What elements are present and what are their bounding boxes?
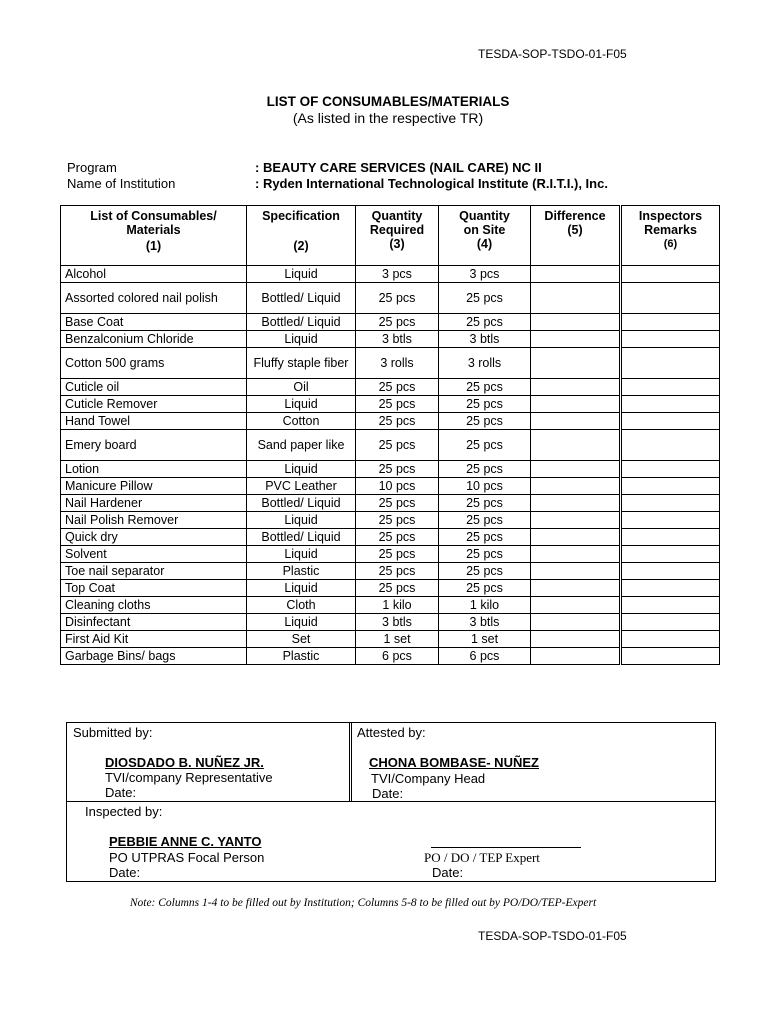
document-code-bottom: TESDA-SOP-TSDO-01-F05 xyxy=(478,929,627,943)
cell-item: Base Coat xyxy=(61,314,247,331)
cell-item: Cotton 500 grams xyxy=(61,348,247,379)
cell-inspectors-remarks xyxy=(621,396,720,413)
cell-item: Disinfectant xyxy=(61,614,247,631)
cell-inspectors-remarks xyxy=(621,266,720,283)
table-row xyxy=(61,266,720,283)
cell-inspectors-remarks xyxy=(621,283,720,314)
table-row xyxy=(61,580,720,597)
cell-quantity-required: 25 pcs xyxy=(356,413,439,430)
cell-quantity-required: 25 pcs xyxy=(356,283,439,314)
cell-item: Cuticle oil xyxy=(61,379,247,396)
cell-inspectors-remarks xyxy=(621,580,720,597)
cell-specification: Cotton xyxy=(247,413,356,430)
table-row xyxy=(61,430,720,461)
table-row xyxy=(61,614,720,631)
attested-by-date: Date: xyxy=(372,786,404,801)
cell-specification: Cloth xyxy=(247,597,356,614)
cell-specification: Liquid xyxy=(247,461,356,478)
cell-specification: PVC Leather xyxy=(247,478,356,495)
table-row xyxy=(61,413,720,430)
header-quantity-on-site: Quantity on Site (4) xyxy=(439,206,531,266)
cell-specification: Bottled/ Liquid xyxy=(247,495,356,512)
attested-by-role: TVI/Company Head xyxy=(371,771,486,786)
cell-quantity-required: 25 pcs xyxy=(356,430,439,461)
cell-quantity-required: 25 pcs xyxy=(356,563,439,580)
cell-inspectors-remarks xyxy=(621,648,720,665)
cell-quantity-on-site: 25 pcs xyxy=(439,379,531,396)
cell-quantity-on-site: 1 set xyxy=(439,631,531,648)
signature-block xyxy=(66,722,716,882)
inspected-by-label: Inspected by: xyxy=(85,804,163,819)
header-materials: List of Consumables/ Materials (1) xyxy=(61,206,247,266)
cell-quantity-on-site: 1 kilo xyxy=(439,597,531,614)
signature-horizontal-divider xyxy=(67,801,715,802)
cell-specification: Liquid xyxy=(247,614,356,631)
cell-specification: Set xyxy=(247,631,356,648)
cell-specification: Plastic xyxy=(247,563,356,580)
cell-specification: Liquid xyxy=(247,331,356,348)
cell-quantity-on-site: 25 pcs xyxy=(439,495,531,512)
expert-signature-line xyxy=(431,847,581,848)
cell-quantity-on-site: 3 btls xyxy=(439,614,531,631)
inspected-by-date: Date: xyxy=(109,865,141,880)
cell-quantity-on-site: 10 pcs xyxy=(439,478,531,495)
cell-quantity-on-site: 25 pcs xyxy=(439,546,531,563)
cell-item: Cuticle Remover xyxy=(61,396,247,413)
cell-item: Solvent xyxy=(61,546,247,563)
cell-item: Assorted colored nail polish xyxy=(61,283,247,314)
cell-difference xyxy=(531,266,621,283)
header-inspectors-remarks: Inspectors Remarks (6) xyxy=(621,206,720,266)
submitted-by-label: Submitted by: xyxy=(73,725,153,740)
cell-difference xyxy=(531,563,621,580)
cell-item: Nail Hardener xyxy=(61,495,247,512)
table-row xyxy=(61,396,720,413)
cell-quantity-on-site: 3 pcs xyxy=(439,266,531,283)
cell-quantity-on-site: 25 pcs xyxy=(439,430,531,461)
cell-quantity-required: 25 pcs xyxy=(356,529,439,546)
cell-difference xyxy=(531,546,621,563)
cell-quantity-required: 3 pcs xyxy=(356,266,439,283)
table-row xyxy=(61,529,720,546)
signature-vertical-divider xyxy=(349,723,352,801)
cell-inspectors-remarks xyxy=(621,597,720,614)
cell-inspectors-remarks xyxy=(621,495,720,512)
cell-quantity-required: 25 pcs xyxy=(356,495,439,512)
submitted-by-date: Date: xyxy=(105,785,137,800)
cell-quantity-required: 25 pcs xyxy=(356,546,439,563)
table-row xyxy=(61,314,720,331)
cell-difference xyxy=(531,314,621,331)
table-header-row xyxy=(61,206,720,266)
cell-quantity-on-site: 25 pcs xyxy=(439,461,531,478)
cell-quantity-on-site: 25 pcs xyxy=(439,283,531,314)
cell-specification: Fluffy staple fiber xyxy=(247,348,356,379)
cell-quantity-required: 25 pcs xyxy=(356,396,439,413)
header-difference: Difference (5) xyxy=(531,206,621,266)
table-row xyxy=(61,348,720,379)
table-row xyxy=(61,546,720,563)
cell-item: Alcohol xyxy=(61,266,247,283)
table-row xyxy=(61,331,720,348)
cell-item: Toe nail separator xyxy=(61,563,247,580)
cell-inspectors-remarks xyxy=(621,413,720,430)
cell-quantity-on-site: 6 pcs xyxy=(439,648,531,665)
page-title: LIST OF CONSUMABLES/MATERIALS xyxy=(266,94,510,109)
table-row xyxy=(61,283,720,314)
cell-specification: Oil xyxy=(247,379,356,396)
program-value: : BEAUTY CARE SERVICES (NAIL CARE) NC II xyxy=(255,160,542,175)
cell-quantity-on-site: 3 rolls xyxy=(439,348,531,379)
cell-quantity-required: 3 btls xyxy=(356,614,439,631)
cell-inspectors-remarks xyxy=(621,614,720,631)
cell-specification: Liquid xyxy=(247,580,356,597)
cell-specification: Liquid xyxy=(247,512,356,529)
form-note: Note: Columns 1-4 to be filled out by Institution; Columns 5-8 to be filled out by PO/DO/TEP-Expert xyxy=(129,897,597,909)
cell-difference xyxy=(531,283,621,314)
cell-item: Hand Towel xyxy=(61,413,247,430)
cell-quantity-on-site: 25 pcs xyxy=(439,580,531,597)
cell-quantity-on-site: 25 pcs xyxy=(439,512,531,529)
submitted-by-name: DIOSDADO B. NUÑEZ JR. xyxy=(105,755,264,770)
cell-inspectors-remarks xyxy=(621,478,720,495)
institution-label: Name of Institution xyxy=(67,176,176,191)
cell-item: Benzalconium Chloride xyxy=(61,331,247,348)
cell-item: Cleaning cloths xyxy=(61,597,247,614)
attested-by-label: Attested by: xyxy=(357,725,426,740)
table-row xyxy=(61,461,720,478)
cell-item: Garbage Bins/ bags xyxy=(61,648,247,665)
table-row xyxy=(61,495,720,512)
cell-quantity-required: 3 rolls xyxy=(356,348,439,379)
cell-quantity-required: 3 btls xyxy=(356,331,439,348)
cell-difference xyxy=(531,631,621,648)
cell-difference xyxy=(531,648,621,665)
inspected-by-role: PO UTPRAS Focal Person xyxy=(109,850,265,865)
cell-difference xyxy=(531,430,621,461)
cell-quantity-required: 25 pcs xyxy=(356,512,439,529)
document-code-top: TESDA-SOP-TSDO-01-F05 xyxy=(478,47,627,61)
cell-quantity-required: 6 pcs xyxy=(356,648,439,665)
cell-item: Manicure Pillow xyxy=(61,478,247,495)
cell-specification: Bottled/ Liquid xyxy=(247,283,356,314)
table-row xyxy=(61,379,720,396)
cell-inspectors-remarks xyxy=(621,331,720,348)
table-row xyxy=(61,631,720,648)
table-row xyxy=(61,648,720,665)
inspected-by-name: PEBBIE ANNE C. YANTO xyxy=(109,834,262,849)
consumables-table xyxy=(60,205,720,665)
cell-difference xyxy=(531,348,621,379)
table-row xyxy=(61,597,720,614)
cell-quantity-required: 10 pcs xyxy=(356,478,439,495)
attested-by-name: CHONA BOMBASE- NUÑEZ xyxy=(369,755,539,770)
cell-difference xyxy=(531,614,621,631)
cell-item: First Aid Kit xyxy=(61,631,247,648)
institution-value: : Ryden International Technological Institute (R.I.T.I.), Inc. xyxy=(255,176,608,191)
cell-difference xyxy=(531,379,621,396)
cell-specification: Liquid xyxy=(247,396,356,413)
table-row xyxy=(61,563,720,580)
cell-specification: Liquid xyxy=(247,266,356,283)
header-specification: Specification (2) xyxy=(247,206,356,266)
cell-difference xyxy=(531,461,621,478)
cell-difference xyxy=(531,597,621,614)
cell-inspectors-remarks xyxy=(621,563,720,580)
cell-difference xyxy=(531,396,621,413)
cell-inspectors-remarks xyxy=(621,529,720,546)
cell-specification: Bottled/ Liquid xyxy=(247,529,356,546)
cell-item: Emery board xyxy=(61,430,247,461)
cell-quantity-on-site: 25 pcs xyxy=(439,314,531,331)
cell-difference xyxy=(531,331,621,348)
cell-item: Quick dry xyxy=(61,529,247,546)
page-subtitle: (As listed in the respective TR) xyxy=(292,110,484,126)
program-label: Program xyxy=(67,160,117,175)
cell-specification: Liquid xyxy=(247,546,356,563)
header-quantity-required: Quantity Required (3) xyxy=(356,206,439,266)
cell-difference xyxy=(531,478,621,495)
cell-inspectors-remarks xyxy=(621,348,720,379)
cell-difference xyxy=(531,413,621,430)
expert-date: Date: xyxy=(432,865,464,880)
cell-inspectors-remarks xyxy=(621,461,720,478)
cell-inspectors-remarks xyxy=(621,379,720,396)
cell-difference xyxy=(531,512,621,529)
cell-specification: Sand paper like xyxy=(247,430,356,461)
cell-quantity-on-site: 3 btls xyxy=(439,331,531,348)
cell-item: Nail Polish Remover xyxy=(61,512,247,529)
cell-difference xyxy=(531,580,621,597)
cell-quantity-required: 1 kilo xyxy=(356,597,439,614)
cell-difference xyxy=(531,529,621,546)
cell-quantity-on-site: 25 pcs xyxy=(439,396,531,413)
submitted-by-role: TVI/company Representative xyxy=(105,770,273,785)
cell-inspectors-remarks xyxy=(621,430,720,461)
cell-item: Lotion xyxy=(61,461,247,478)
table-row xyxy=(61,478,720,495)
cell-quantity-on-site: 25 pcs xyxy=(439,563,531,580)
cell-quantity-required: 25 pcs xyxy=(356,580,439,597)
table-row xyxy=(61,512,720,529)
cell-specification: Plastic xyxy=(247,648,356,665)
cell-quantity-on-site: 25 pcs xyxy=(439,413,531,430)
cell-difference xyxy=(531,495,621,512)
table-body xyxy=(61,266,720,665)
cell-inspectors-remarks xyxy=(621,512,720,529)
cell-quantity-on-site: 25 pcs xyxy=(439,529,531,546)
cell-inspectors-remarks xyxy=(621,314,720,331)
cell-quantity-required: 25 pcs xyxy=(356,461,439,478)
cell-quantity-required: 1 set xyxy=(356,631,439,648)
cell-quantity-required: 25 pcs xyxy=(356,314,439,331)
cell-inspectors-remarks xyxy=(621,631,720,648)
cell-quantity-required: 25 pcs xyxy=(356,379,439,396)
expert-role: PO / DO / TEP Expert xyxy=(424,850,540,865)
cell-specification: Bottled/ Liquid xyxy=(247,314,356,331)
cell-item: Top Coat xyxy=(61,580,247,597)
cell-inspectors-remarks xyxy=(621,546,720,563)
